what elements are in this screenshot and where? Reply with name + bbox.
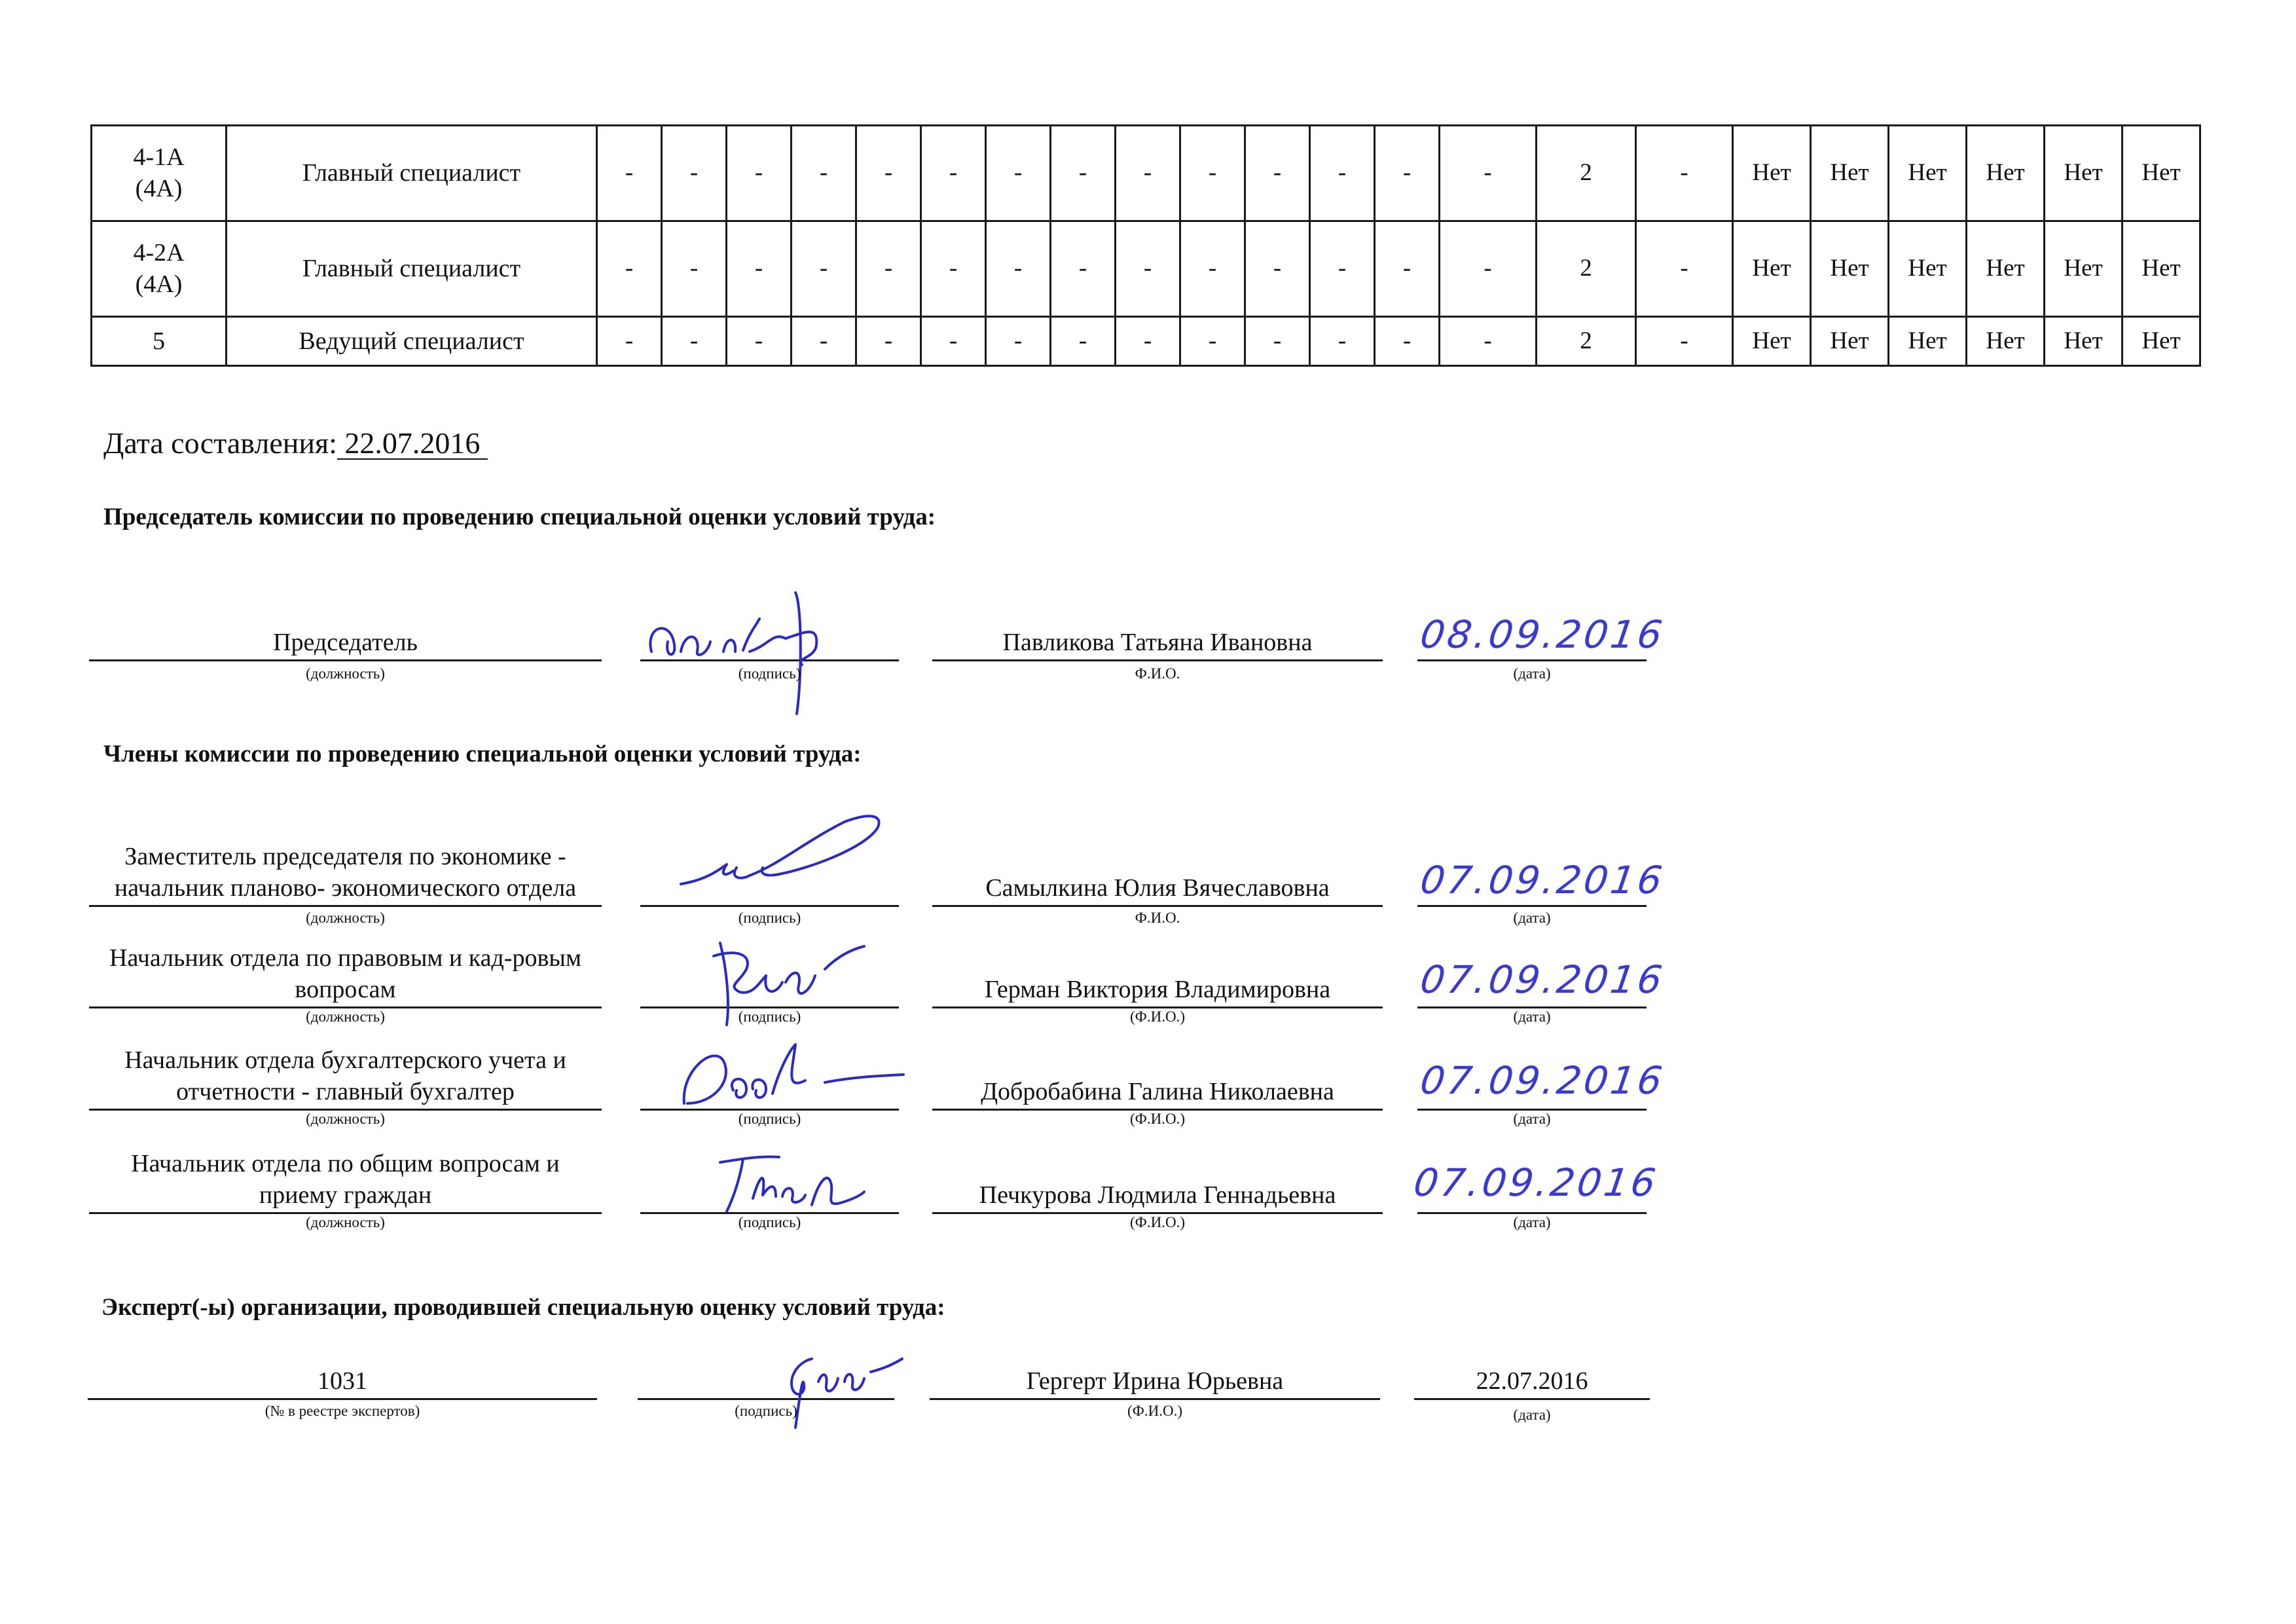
factor-cell: - bbox=[856, 316, 921, 365]
row-number: 5 bbox=[92, 316, 227, 365]
factor-cell: - bbox=[986, 316, 1051, 365]
member-date-caption: (дата) bbox=[1513, 1214, 1551, 1230]
factor-cell: - bbox=[1180, 221, 1245, 316]
factor-cell: - bbox=[1375, 221, 1440, 316]
factor-cell: - bbox=[1116, 221, 1180, 316]
flag-cell: Нет bbox=[1967, 126, 2045, 221]
chairman-date: 08.09.2016 bbox=[1417, 612, 1667, 657]
chairman-date-caption: (дата) bbox=[1513, 665, 1551, 682]
expert-date-caption: (дата) bbox=[1513, 1407, 1551, 1423]
table-row bbox=[92, 221, 2200, 316]
flag-cell: Нет bbox=[1889, 126, 1967, 221]
job-position: Ведущий специалист bbox=[227, 316, 597, 365]
member-name: Герман Виктория Владимировна bbox=[932, 956, 1383, 1008]
flag-cell: Нет bbox=[1733, 221, 1811, 316]
member-name: Печкурова Людмила Геннадьевна bbox=[932, 1162, 1383, 1214]
table-row bbox=[92, 316, 2200, 365]
factor-cell: - bbox=[856, 221, 921, 316]
job-position: Главный специалист bbox=[227, 126, 597, 221]
factor-cell: - bbox=[597, 316, 662, 365]
flag-cell: Нет bbox=[1967, 221, 2045, 316]
member-name: Добробабина Галина Николаевна bbox=[932, 1058, 1383, 1111]
class-cell: - bbox=[1636, 316, 1733, 365]
compilation-date-value: 22.07.2016 bbox=[337, 426, 488, 460]
member-role: Начальник отдела по правовым и кад-ровым вопросам bbox=[89, 936, 602, 1008]
member-signature-caption: (подпись) bbox=[738, 1008, 801, 1025]
expert-name: Гергерт Ирина Юрьевна bbox=[930, 1349, 1380, 1400]
member-role: Заместитель председателя по экономике - начальник планово- экономического отдела bbox=[89, 802, 602, 907]
factor-cell: - bbox=[1440, 126, 1537, 221]
factor-cell: - bbox=[792, 126, 856, 221]
factor-cell: - bbox=[986, 221, 1051, 316]
member-signature-caption: (подпись) bbox=[738, 1214, 801, 1230]
factor-cell: - bbox=[1245, 221, 1310, 316]
member-name-caption: (Ф.И.О.) bbox=[1130, 1111, 1185, 1127]
member-date: 07.09.2016 bbox=[1417, 957, 1667, 1002]
factor-cell: - bbox=[1051, 316, 1116, 365]
factor-cell: - bbox=[986, 126, 1051, 221]
member-role-caption: (должность) bbox=[306, 1111, 385, 1127]
flag-cell: Нет bbox=[1889, 316, 1967, 365]
flag-cell: Нет bbox=[2123, 316, 2200, 365]
member-signature bbox=[714, 1149, 864, 1215]
member-role-caption: (должность) bbox=[306, 1214, 385, 1230]
factor-cell: - bbox=[1375, 316, 1440, 365]
factor-cell: - bbox=[1116, 126, 1180, 221]
member-signature-caption: (подпись) bbox=[738, 910, 801, 926]
chairman-role-caption: (должность) bbox=[306, 665, 385, 682]
member-name: Самылкина Юлия Вячеславовна bbox=[932, 855, 1383, 907]
chairman-name-caption: Ф.И.О. bbox=[1135, 665, 1180, 682]
factor-cell: - bbox=[921, 316, 986, 365]
factor-cell: - bbox=[1310, 126, 1375, 221]
member-date: 07.09.2016 bbox=[1417, 1058, 1667, 1103]
factor-cell: - bbox=[1180, 316, 1245, 365]
chairman-signature bbox=[645, 560, 861, 717]
member-date-caption: (дата) bbox=[1513, 1111, 1551, 1127]
row-number: 4-1А (4А) bbox=[92, 126, 227, 221]
results-table bbox=[90, 124, 2201, 367]
flag-cell: Нет bbox=[2045, 126, 2123, 221]
factor-cell: - bbox=[1440, 316, 1537, 365]
class-cell: 2 bbox=[1537, 316, 1636, 365]
member-role: Начальник отдела бухгалтерского учета и отчетности - главный бухгалтер bbox=[89, 1040, 602, 1111]
expert-registry-number: 1031 bbox=[88, 1349, 597, 1400]
factor-cell: - bbox=[1245, 316, 1310, 365]
members-heading: Члены комиссии по проведению специальной оценки условий труда: bbox=[103, 741, 862, 767]
member-date-caption: (дата) bbox=[1513, 910, 1551, 926]
flag-cell: Нет bbox=[1811, 126, 1889, 221]
factor-cell: - bbox=[727, 316, 792, 365]
row-number: 4-2А (4А) bbox=[92, 221, 227, 316]
flag-cell: Нет bbox=[2045, 221, 2123, 316]
factor-cell: - bbox=[1310, 221, 1375, 316]
member-signature-caption: (подпись) bbox=[738, 1111, 801, 1127]
factor-cell: - bbox=[727, 126, 792, 221]
member-name-caption: (Ф.И.О.) bbox=[1130, 1008, 1185, 1025]
chairman-signature-caption: (подпись) bbox=[738, 665, 801, 682]
expert-heading: Эксперт(-ы) организации, проводившей специальную оценку условий труда: bbox=[101, 1294, 945, 1321]
flag-cell: Нет bbox=[1733, 126, 1811, 221]
expert-registry-caption: (№ в реестре экспертов) bbox=[264, 1403, 420, 1419]
compilation-date-label: Дата составления: bbox=[103, 426, 337, 460]
member-name-caption: (Ф.И.О.) bbox=[1130, 1214, 1185, 1230]
flag-cell: Нет bbox=[1811, 221, 1889, 316]
factor-cell: - bbox=[597, 126, 662, 221]
chairman-name: Павликова Татьяна Ивановна bbox=[932, 614, 1383, 661]
factor-cell: - bbox=[727, 221, 792, 316]
class-cell: 2 bbox=[1537, 126, 1636, 221]
factor-cell: - bbox=[662, 221, 727, 316]
class-cell: 2 bbox=[1537, 221, 1636, 316]
factor-cell: - bbox=[662, 316, 727, 365]
factor-cell: - bbox=[662, 126, 727, 221]
member-role-caption: (должность) bbox=[306, 1008, 385, 1025]
job-position: Главный специалист bbox=[227, 221, 597, 316]
table-row bbox=[92, 126, 2200, 221]
flag-cell: Нет bbox=[2123, 221, 2200, 316]
member-name-caption: Ф.И.О. bbox=[1135, 910, 1180, 926]
flag-cell: Нет bbox=[1889, 221, 1967, 316]
factor-cell: - bbox=[921, 221, 986, 316]
factor-cell: - bbox=[1051, 126, 1116, 221]
flag-cell: Нет bbox=[1967, 316, 2045, 365]
factor-cell: - bbox=[1440, 221, 1537, 316]
expert-signature-caption: (подпись) bbox=[735, 1403, 797, 1419]
factor-cell: - bbox=[792, 221, 856, 316]
flag-cell: Нет bbox=[1733, 316, 1811, 365]
factor-cell: - bbox=[921, 126, 986, 221]
compilation-date bbox=[103, 426, 488, 460]
flag-cell: Нет bbox=[1811, 316, 1889, 365]
member-signature bbox=[674, 802, 897, 894]
flag-cell: Нет bbox=[2123, 126, 2200, 221]
expert-name-caption: (Ф.И.О.) bbox=[1127, 1403, 1182, 1419]
class-cell: - bbox=[1636, 126, 1733, 221]
expert-date: 22.07.2016 bbox=[1414, 1349, 1650, 1400]
member-role-caption: (должность) bbox=[306, 910, 385, 926]
factor-cell: - bbox=[1310, 316, 1375, 365]
member-signature bbox=[674, 1031, 910, 1116]
member-role: Начальник отдела по общим вопросам и приему граждан bbox=[89, 1143, 602, 1214]
member-date-caption: (дата) bbox=[1513, 1008, 1551, 1025]
class-cell: - bbox=[1636, 221, 1733, 316]
factor-cell: - bbox=[792, 316, 856, 365]
chairman-heading: Председатель комиссии по проведению специальной оценки условий труда: bbox=[103, 504, 936, 530]
factor-cell: - bbox=[1116, 316, 1180, 365]
flag-cell: Нет bbox=[2045, 316, 2123, 365]
member-date: 07.09.2016 bbox=[1411, 1160, 1661, 1205]
factor-cell: - bbox=[597, 221, 662, 316]
factor-cell: - bbox=[1180, 126, 1245, 221]
factor-cell: - bbox=[1051, 221, 1116, 316]
factor-cell: - bbox=[856, 126, 921, 221]
factor-cell: - bbox=[1375, 126, 1440, 221]
member-date: 07.09.2016 bbox=[1417, 858, 1667, 902]
chairman-role: Председатель bbox=[89, 614, 602, 661]
factor-cell: - bbox=[1245, 126, 1310, 221]
